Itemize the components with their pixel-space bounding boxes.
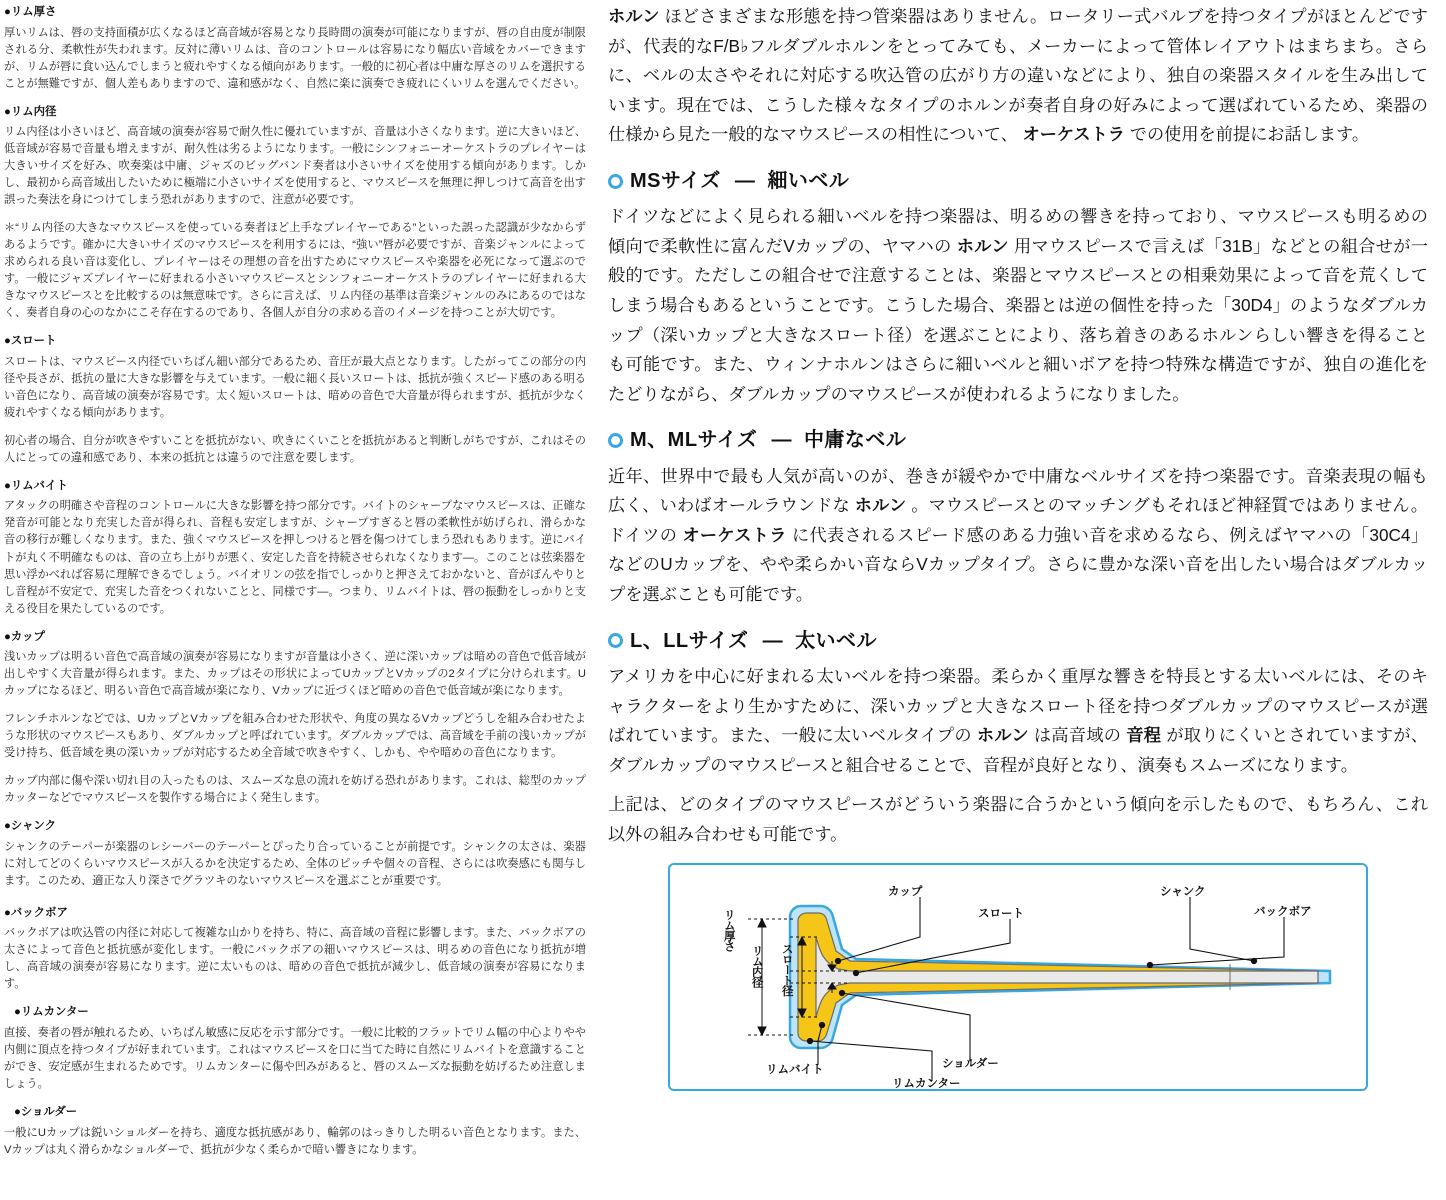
paragraph-cup-1: 浅いカップは明るい音色で高音域の演奏が容易になりますが音量は小さく、逆に深いカップは暗めの音色で低音域が出しやすく大音量が得られます。また、カップはその形状によってUカップとVカップの2タイプに分けられます。Uカップになるほど、明るい音色で高音域が楽になり、Vカップに近づくほど暗めの音色で低音域が楽になります。 — [4, 651, 586, 698]
m-ml-body-strong2: オーケストラ — [682, 524, 787, 545]
paragraph-throat-1: スロートは、マウスピース内径でいちばん細い部分であるため、音圧が最大点となります。したがってこの部分の内径や長さが、抵抗の量に大きな影響を与えています。一般に細く長いスロートは、抵抗が強くスピード感のある明るい音色になり、高音域の演奏が容易です。太く短いスロートは、暗めの音色で大音量が得られますが、抵抗が少なく疲れやすくなる傾向があります。 — [4, 355, 586, 419]
intro-strong-horn: ホルン — [608, 6, 660, 26]
figure-label-shoulder: ショルダー — [942, 1058, 999, 1071]
circle-bullet-icon — [608, 174, 623, 189]
paragraph-shoulder-1: 一般にUカップは鋭いショルダーを持ち、適度な抵抗感があり、輪郭のはっきりした明るい音色となります。また、Vカップは丸く滑らかなショルダーで、抵抗が少なく柔らかで暗い響きになります。 — [4, 1126, 586, 1156]
heading-cup: ●カップ — [4, 630, 45, 643]
figure-label-throat: スロート — [978, 908, 1024, 921]
heading-rim-inner-diameter: ●リム内径 — [4, 105, 57, 118]
section-subtitle-ms: 細いベル — [767, 169, 850, 192]
heading-rim-bite: ●リムバイト — [4, 479, 68, 492]
mouthpiece-bore — [816, 937, 1318, 1017]
intro-paragraph — [608, 2, 1428, 150]
section-dash-l-ll: ― — [762, 629, 784, 652]
paragraph-cup-3: カップ内部に傷や深い切れ目の入ったものは、スムーズな息の流れを妨げる恐れがあります。これは、総型のカップカッターなどでマウスピースを製作する場合によく発生します。 — [4, 775, 586, 805]
heading-backbore: ●バックボア — [4, 906, 68, 919]
heading-shoulder: ●ショルダー — [14, 1105, 78, 1118]
section-heading-m-ml — [608, 423, 1428, 457]
figure-label-rim-counter: リムカンター — [892, 1078, 961, 1091]
paragraph-throat-2: 初心者の場合、自分が吹きやすいことを抵抗がない、吹きにくいことを抵抗があると判断しがちですが、これはその人にとっての違和感であり、本来の抵抗とは違うので注意を要します。 — [4, 434, 586, 464]
paragraph-rim-inner-2: ＊“リム内径の大きなマウスピースを使っている奏者ほど上手なプレイヤーである”といった誤った認識が少なからずあるようです。確かに大きいサイズのマウスピースを利用するには、“強い”唇が必要ですが、音楽ジャンルによって求められる良い音は変化し、プレイヤーはその理想の音を出すためにマウスピースや楽器を必死になって選ぶのです。一般にジャズプレイヤーに好まれる小さいマウスピースとシンフォニーオーケストラのプレイヤーに好まれる大きなマウスピースとを比較するのは無意味です。さらに言えば、リム内径の基準は音楽ジャンルのみにあるのではなく、奏者自身の心のなかにこそ存在するのであり、各個人が自分の求める音のイメージを持つことが大切です。 — [4, 222, 586, 320]
section-title-m-ml: M、MLサイズ — [630, 429, 758, 452]
m-ml-body-3: に代表されるスピード感のある力強い音を求めるなら、例えばヤマハの「30C4」などのUカップを、やや柔らかい音ならVカップタイプ。さらに豊かな深い音を出したい場合はダブルカップを選ぶことも可能です。 — [608, 524, 1429, 605]
intro-text-2: での使用を前提にお話します。 — [1129, 124, 1370, 145]
ms-body-strong: ホルン — [956, 235, 1009, 256]
l-ll-body-strong2: 音程 — [1126, 725, 1162, 746]
figure-label-shank: シャンク — [1160, 886, 1206, 899]
section-title-l-ll: L、LLサイズ — [630, 629, 749, 652]
circle-bullet-icon — [608, 633, 623, 648]
m-ml-body-strong: ホルン — [854, 495, 907, 516]
heading-shank: ●シャンク — [4, 820, 56, 833]
paragraph-rim-inner-1: リム内径は小さいほど、高音域の演奏が容易で耐久性に優れていますが、音量は小さくなります。逆に大きいほど、低音域が容易で音量も増えますが、耐久性は劣るようになります。一般にシンフォニーオーケストラのプレイヤーは大きいサイズを好み、吹奏楽は中庸、ジャズのビッグバンド奏者は小さいサイズを使用する傾向があります。しかし、最初から高音域出したいために極端に小さいサイズを使用すると、マウスピースを無理に押しつけて高音を出す誤った奏法を身につけてしまう恐れがありますので、注意が必要です。 — [4, 126, 586, 207]
mouthpiece-diagram — [668, 863, 1368, 1091]
paragraph-cup-2: フレンチホルンなどでは、UカップとVカップを組み合わせた形状や、角度の異なるVカップどうしを組み合わせたような形状のマウスピースもあり、ダブルカップと呼ばれています。ダブルカップでは、高音域を手前の浅いカップが受け持ち、低音域を奥の深いカップが対応するため全音域で吹きやすく、しかも、やや暗めの音色になります。 — [4, 713, 586, 760]
heading-rim-counter: ●リムカンター — [14, 1006, 89, 1019]
mouthpiece-cross-section-svg — [670, 865, 1366, 1089]
section-heading-ms — [608, 164, 1428, 198]
intro-text-1: ほどさまざまな形態を持つ管楽器はありません。ロータリー式バルブを持つタイプがほとんどですが、代表的なF/B♭フルダブルホルンをとってみても、メーカーによって管体レイアウトはまちまち。さらに、ベルの太さやそれに対応する吹込管の広がり方の違いなどにより、独自の楽器スタイルを生み出しています。現在では、こうした様々なタイプのホルンが奏者自身の好みによって選ばれているため、楽器の仕様から見た一般的なマウスピースの相性について、 — [608, 6, 1428, 145]
paragraph-rim-counter-1: 直接、奏者の唇が触れるため、いちばん敏感に反応を示す部分です。一般に比較的フラットでリム幅の中心よりやや内側に頂点を持つタイプが好まれています。これはマウスピースを口に当てた時に自然にリムバイトを意識することができ、安定感が生まれるためです。リムカンターに傷や凹みがあると、唇のスムーズな振動を妨げるため注意しましょう。 — [4, 1026, 586, 1090]
l-ll-body-strong: ホルン — [976, 725, 1029, 746]
heading-throat: ●スロート — [4, 335, 57, 348]
paragraph-rim-thickness-1: 厚いリムは、唇の支持面積が広くなるほど高音域が容易となり長時間の演奏が可能になりますが、唇の自由度が制限される分、柔軟性が失われます。反対に薄いリムは、音のコントロールは容易になり幅広い音域をカバーできますが、リムが唇に食い込んでしまうと疲れやすくなる傾向があります。一般的に初心者は中庸な厚さのリムを選択することが無難ですが、個人差もありますので、違和感がなく、自然に楽に演奏でき疲れにくいリムを選んでください。 — [4, 26, 586, 90]
paragraph-rim-bite-1: アタックの明確さや音程のコントロールに大きな影響を持つ部分です。バイトのシャープなマウスピースは、正確な発音が可能となり充実した音が得られ、音程も安定しますが、シャープすぎると唇の柔軟性が妨げられ、滑らかな音の移行が難しくなります。また、強くマウスピースを押しつけると唇を傷つけてしまう恐れもあります。逆にバイトが丸く不明確なものは、音の立ち上がりが悪く、安定した音を持続させられなくなります―。このことは弦楽器を思い浮かべれば容易に理解できるでしょう。バイオリンの弦を指でしっかりと押さえておかないと、音がぼんやりとし音程が不安定で、充実した音をつくれないことと、同様です―。つまり、リムバイトは、唇の振動をしっかりと支える役目を果たしているのです。 — [4, 500, 586, 615]
paragraph-shank-1: シャンクのテーパーが楽器のレシーバーのテーパーとぴったり合っていることが前提です。シャンクの太さは、楽器に対してどのくらいマウスピースが入るかを決定するため、全体のピッチや個々の音程、さらには吹奏感にも関与します。このため、適正な入り深さでグラツキのないマウスピースを選ぶことが重要です。 — [4, 840, 586, 887]
ms-body-1: ドイツなどによく見られる細いベルを持つ楽器は、明るめの響きを持っており、マウスピースも明るめの傾向で柔軟性に富んだVカップの、ヤマハの — [608, 206, 1428, 256]
right-text-column — [600, 0, 1446, 1200]
section-heading-l-ll — [608, 624, 1428, 658]
section-subtitle-l-ll: 太いベル — [795, 629, 878, 652]
section-body-ms — [608, 202, 1428, 409]
figure-label-cup: カップ — [888, 886, 923, 899]
section-body-l-ll — [608, 662, 1428, 780]
ms-body-2: 用マウスピースで言えば「31B」などとの組合せが一般的です。ただしこの組合せで注意することは、楽器とマウスピースとの相乗効果によって音を荒くしてしまう場合もあるということです。こうした場合、楽器とは逆の個性を持った「30D4」のようなダブルカップ（深いカップと大きなスロート径）を選ぶことにより、落ち着きのあるホルンらしい響きを得ることも可能です。また、ウィンナホルンはさらに細いベルと細いボアを持つ特殊な構造ですが、独自の進化をたどりながら、ダブルカップのマウスピースが使われるようになりました。 — [608, 235, 1428, 404]
section-subtitle-m-ml: 中庸なベル — [803, 429, 907, 452]
l-ll-body-3: が取りにくいとされていますが、ダブルカップのマウスピースと組合せることで、音程が良好となり、演奏もスムーズになります。 — [608, 725, 1428, 775]
m-ml-body-1: 近年、世界中で最も人気が高いのが、巻きが緩やかで中庸なベルサイズを持つ楽器です。音楽表現の幅も広く、いわばオールラウンドな — [608, 465, 1428, 516]
section-dash-ms: ― — [734, 169, 756, 192]
section-body-m-ml — [608, 462, 1428, 610]
closing-paragraph: 上記は、どのタイプのマウスピースがどういう楽器に合うかという傾向を示したもので、もちろん、これ以外の組み合わせも可能です。 — [608, 794, 1428, 844]
figure-label-throat-diameter: スロート径 — [780, 943, 793, 996]
paragraph-backbore-1: バックボアは吹込管の内径に対応して複雑な山かりを持ち、特に、高音域の音程に影響します。また、バックボアの太さによって音色と抵抗感が変化します。一般にバックボアの細いマウスピースは、明るめの音色になり抵抗が増し、高音域の演奏が容易になります。逆に太いものは、暗めの音色で抵抗が減少し、低音域の演奏が容易になります。 — [4, 927, 586, 991]
section-title-ms: MSサイズ — [630, 169, 721, 192]
left-text-column — [0, 0, 600, 1200]
m-ml-body-2: 。マウスピースとのマッチングもそれほど神経質ではありません。ドイツの — [608, 495, 1428, 545]
l-ll-body-2: は高音域の — [1033, 725, 1122, 746]
figure-label-backbore: バックボア — [1254, 906, 1312, 919]
l-ll-body-1: アメリカを中心に好まれる太いベルを持つ楽器。柔らかく重厚な響きを特長とする太いベルには、そのキャラクターをより生かすために、深いカップと大きなスロート径を持つダブルカップのマウスピースが選ばれています。また、一般に太いベルタイプの — [608, 666, 1428, 746]
circle-bullet-icon — [608, 433, 623, 448]
intro-strong-orchestra: オーケストラ — [1022, 124, 1125, 145]
mouthpiece-figure-wrap — [608, 863, 1428, 1091]
figure-label-rim-thickness: リム厚さ — [722, 909, 735, 952]
heading-rim-thickness: ●リム厚さ — [4, 6, 57, 18]
figure-label-rim-inner: リム内径 — [750, 945, 763, 988]
figure-label-rim-bite: リムバイト — [766, 1064, 824, 1077]
section-dash-m-ml: ― — [771, 429, 792, 452]
